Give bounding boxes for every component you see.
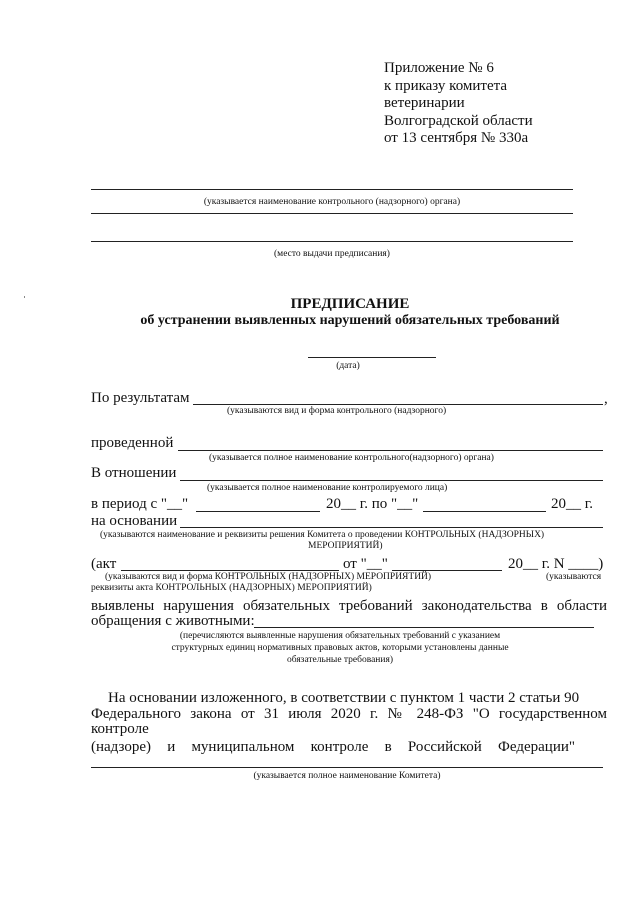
- results-caption: (указываются вид и форма контрольного (надзорного): [227, 406, 447, 416]
- act-type-line: [121, 570, 339, 571]
- act-caption-2: реквизиты акта КОНТРОЛЬНЫХ (НАДЗОРНЫХ) МЕРОПРИЯТИЙ): [91, 583, 372, 593]
- scan-dot: [24, 296, 25, 298]
- appendix-order: к приказу комитета: [384, 77, 508, 94]
- basis-caption-1: (указываются наименование и реквизиты решения Комитета о проведении КОНТРОЛЬНЫХ (НАДЗОРНЫХ): [100, 530, 545, 540]
- act-open: (акт: [91, 556, 117, 572]
- violations-caption-1: (перечисляются выявленные нарушения обязательных требований с указанием: [179, 631, 501, 641]
- act-caption-left: (указываются вид и форма КОНТРОЛЬНЫХ (НАДЗОРНЫХ) МЕРОПРИЯТИЙ): [105, 572, 432, 582]
- violations-line: [254, 627, 594, 628]
- violations-line-1: выявлены нарушения обязательных требований законодательства в области: [91, 598, 607, 614]
- regarding-label: В отношении: [91, 465, 177, 481]
- committee-line: [91, 767, 603, 768]
- violations-line-2: обращения с животными:: [91, 613, 255, 629]
- appendix-number: Приложение № 6: [384, 60, 494, 76]
- appendix-region: Волгоградской области: [384, 112, 533, 129]
- place-caption: (место выдачи предписания): [274, 249, 390, 259]
- period-year1: 20__ г. по "__": [326, 496, 419, 512]
- basis-label: на основании: [91, 513, 178, 529]
- conducted-caption: (указывается полное наименование контрольного(надзорного) органа): [209, 453, 494, 463]
- act-day-line: [392, 570, 502, 571]
- appendix-block: [384, 60, 533, 148]
- act-year: 20__ г. N ____): [508, 556, 604, 572]
- act-caption-right: (указываются: [546, 572, 602, 582]
- conducted-line: [178, 450, 603, 451]
- paragraph-line-3: контроле: [91, 721, 149, 737]
- violations-caption-2: структурных единиц нормативных правовых актов, которыми установлены данные: [171, 643, 509, 653]
- period-from: в период с "__": [91, 496, 189, 512]
- violations-caption-3: обязательные требования): [286, 655, 394, 665]
- appendix-committee: ветеринарии: [384, 95, 465, 111]
- regarding-line: [180, 480, 603, 481]
- date-caption: (дата): [336, 361, 360, 371]
- paragraph-line-2: Федерального закона от 31 июля 2020 г. № 248-ФЗ "О государственном: [91, 706, 607, 722]
- paragraph-line-4: (надзоре) и муниципальном контроле в Российской Федерации": [91, 739, 575, 755]
- org-name-line-2: [91, 213, 573, 214]
- results-line: [193, 404, 603, 405]
- period-year2: 20__ г.: [551, 496, 593, 512]
- results-comma: ,: [604, 391, 608, 407]
- document-subtitle: об устранении выявленных нарушений обязательных требований: [140, 313, 560, 328]
- basis-line: [180, 527, 603, 528]
- paragraph-line-1: На основании изложенного, в соответствии с пунктом 1 части 2 статьи 90: [108, 690, 580, 706]
- document-title: ПРЕДПИСАНИЕ: [290, 296, 410, 312]
- org-caption: (указывается наименование контрольного (надзорного) органа): [203, 197, 461, 207]
- date-line: [308, 357, 436, 358]
- basis-caption-2: МЕРОПРИЯТИЙ): [308, 541, 383, 551]
- results-label: По результатам: [91, 390, 190, 406]
- period-day1-line: [196, 511, 320, 512]
- act-from: от "__": [343, 556, 388, 572]
- org-name-line-1: [91, 189, 573, 190]
- place-line: [91, 241, 573, 242]
- period-day2-line: [423, 511, 546, 512]
- regarding-caption: (указывается полное наименование контролируемого лица): [207, 483, 448, 493]
- appendix-date: от 13 сентября № 330а: [384, 130, 529, 146]
- committee-caption: (указывается полное наименование Комитета): [253, 771, 441, 781]
- conducted-label: проведенной: [91, 435, 174, 451]
